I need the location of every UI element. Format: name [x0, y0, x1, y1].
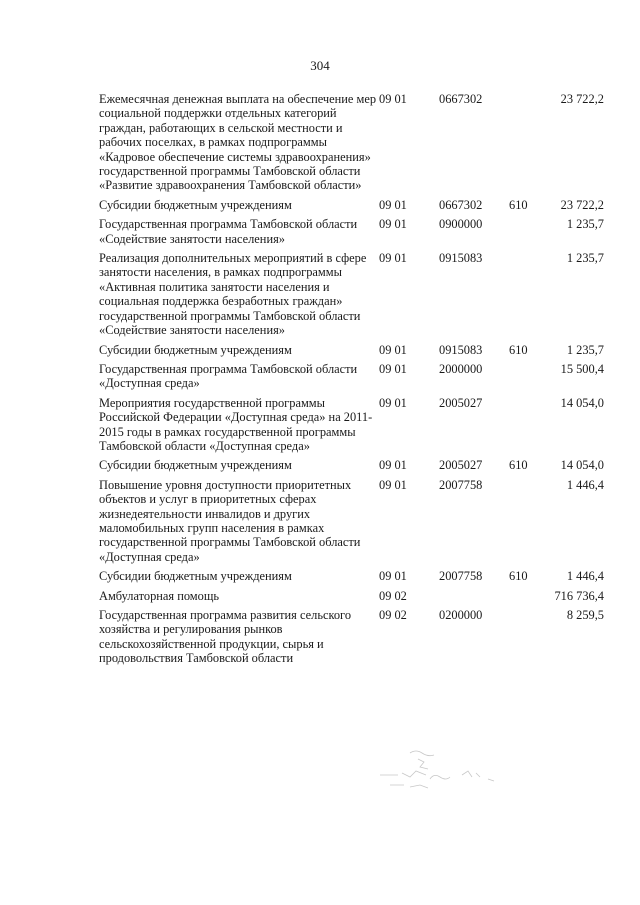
row-kind: 610: [509, 569, 528, 584]
row-kind: [509, 478, 549, 569]
row-code: 0900000: [439, 217, 483, 232]
table-row: [99, 343, 604, 362]
budget-table: [99, 92, 604, 671]
row-amount: 1 235,7: [566, 342, 604, 357]
row-name: Субсидии бюджетным учреждениям: [99, 458, 292, 473]
table-row: [99, 251, 604, 342]
row-kind: [509, 251, 549, 342]
row-amount: 1 446,4: [566, 569, 604, 584]
row-amount: 14 054,0: [560, 458, 604, 473]
row-section: 09 02: [379, 608, 407, 622]
table-row: [99, 198, 604, 217]
table-row: [99, 458, 604, 477]
row-section: 09 01: [379, 569, 407, 584]
row-section: 09 01: [379, 217, 407, 232]
row-name: Субсидии бюджетным учреждениям: [99, 197, 292, 212]
row-name: Субсидии бюджетным учреждениям: [99, 569, 292, 584]
row-name: Субсидии бюджетным учреждениям: [99, 342, 292, 357]
row-kind: [509, 92, 549, 198]
table-row: [99, 569, 604, 588]
table-row: [99, 92, 604, 198]
row-name: Государственная программа развития сельского хозяйства и регулирования рынков сельскохозяйственной продукции, сырья и продовольствия Тамбовской области: [99, 608, 352, 666]
row-code: 0915083: [439, 342, 483, 357]
row-kind: [509, 217, 549, 251]
row-section: 09 01: [379, 395, 407, 410]
row-section: 09 01: [379, 477, 407, 492]
table-row: [99, 478, 604, 569]
row-section: 09 01: [379, 197, 407, 212]
row-code: 2007758: [439, 569, 483, 584]
row-amount: 1 446,4: [566, 477, 604, 492]
row-amount: 1 235,7: [566, 217, 604, 232]
row-section: 09 01: [379, 342, 407, 357]
row-amount: 716 736,4: [554, 588, 604, 603]
row-kind: [509, 396, 549, 459]
row-kind: [509, 362, 549, 396]
row-name: Повышение уровня доступности приоритетных объектов и услуг в приоритетных сферах жизнедеятельности инвалидов и других маломобильных групп населения в рамках государственной программы Тамбовской области «Доступная среда»: [99, 477, 361, 564]
row-code: 2005027: [439, 395, 483, 410]
row-kind: [509, 608, 549, 671]
row-name: Реализация дополнительных мероприятий в сфере занятости населения, в рамках подпрограммы «Активная политика занятости населения и социальная поддержка безработных граждан» государственной программы Тамбовской области «Содействие занятости населения»: [99, 251, 367, 338]
row-kind: 610: [509, 458, 528, 473]
row-section: 09 01: [379, 458, 407, 473]
row-code: 2007758: [439, 477, 483, 492]
row-name: Государственная программа Тамбовской области «Доступная среда»: [99, 361, 358, 391]
row-code: 0667302: [439, 197, 483, 212]
row-code: 0667302: [439, 92, 483, 106]
row-amount: 8 259,5: [566, 608, 604, 622]
row-kind: 610: [509, 342, 528, 357]
row-section: 09 02: [379, 588, 407, 603]
row-name: Государственная программа Тамбовской области «Содействие занятости населения»: [99, 217, 358, 246]
row-kind: [509, 589, 549, 608]
row-name: Амбулаторная помощь: [99, 588, 220, 603]
table-row: [99, 217, 604, 251]
row-amount: 23 722,2: [560, 197, 604, 212]
row-section: 09 01: [379, 361, 407, 376]
table-row: [99, 396, 604, 459]
row-code: 0200000: [439, 608, 483, 622]
row-section: 09 01: [379, 251, 407, 266]
row-kind: 610: [509, 197, 528, 212]
faint-stamp-mark: [370, 745, 520, 795]
row-amount: 14 054,0: [560, 395, 604, 410]
row-code: [439, 589, 509, 608]
page-number: 304: [310, 58, 330, 73]
row-code: 0915083: [439, 251, 483, 266]
row-name: Ежемесячная денежная выплата на обеспечение мер социальной поддержки отдельных категорий граждан, работающих в сельской местности и рабочих поселках, в рамках подпрограммы «Кадровое обеспечение системы здравоохранения» государственной программы Тамбовской области «Развитие здравоохранения Тамбовской области»: [99, 92, 377, 193]
row-name: Мероприятия государственной программы Российской Федерации «Доступная среда» на 2011-2015 годы в рамках государственной программы Тамбовской области «Доступная среда»: [99, 395, 373, 453]
row-amount: 23 722,2: [560, 92, 604, 106]
table-row: [99, 608, 604, 671]
row-code: 2000000: [439, 361, 483, 376]
row-section: 09 01: [379, 92, 407, 106]
row-code: 2005027: [439, 458, 483, 473]
row-amount: 1 235,7: [566, 251, 604, 266]
row-amount: 15 500,4: [560, 361, 604, 376]
table-row: [99, 362, 604, 396]
table-row: [99, 589, 604, 608]
